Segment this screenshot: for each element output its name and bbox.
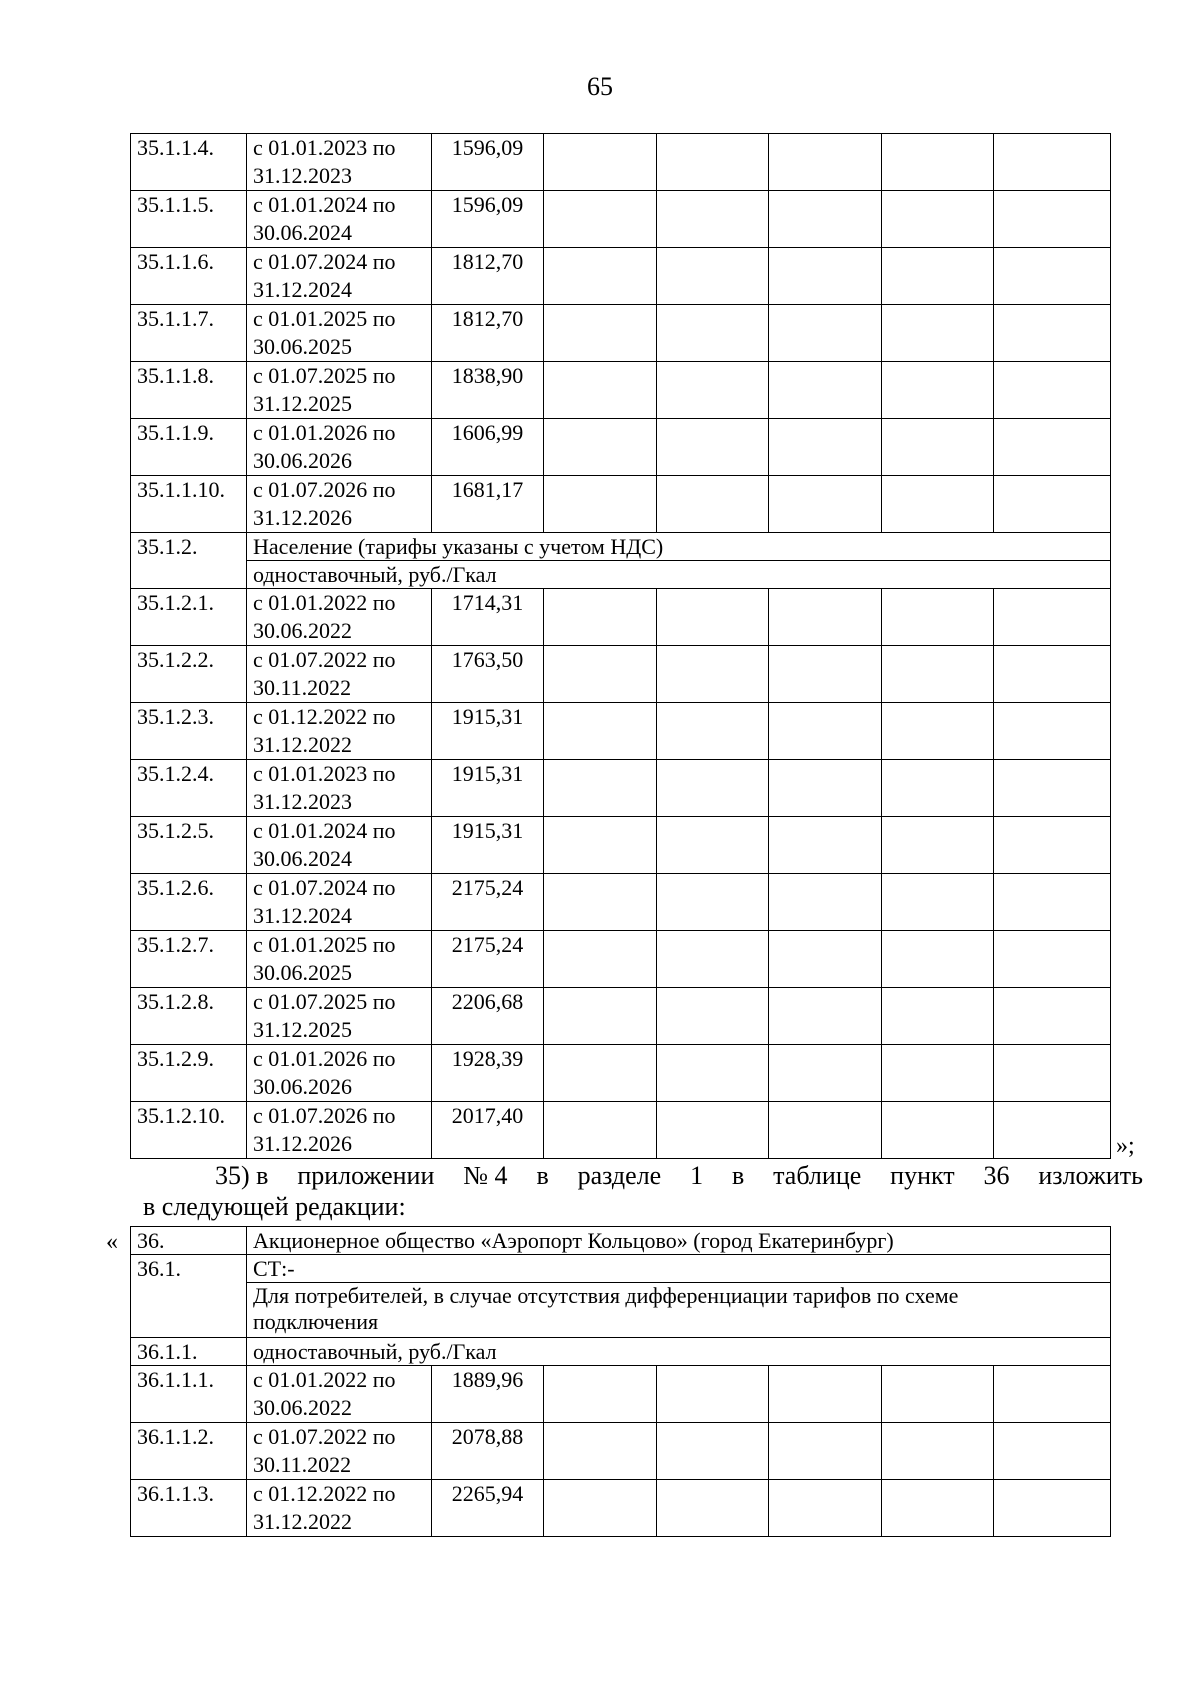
empty-cell	[994, 988, 1111, 1045]
period-start: с 01.01.2026 по	[253, 420, 396, 445]
paragraph-word: разделе	[577, 1161, 662, 1190]
empty-cell	[769, 1480, 882, 1537]
empty-cell	[544, 248, 657, 305]
row-tariff-value: 1915,31	[432, 817, 544, 874]
row-period	[247, 362, 432, 419]
table-row	[131, 419, 1111, 476]
empty-cell	[769, 1423, 882, 1480]
empty-cell	[769, 1366, 882, 1423]
empty-cell	[544, 1480, 657, 1537]
section-subtitle-row	[131, 561, 1111, 589]
table-row	[131, 1045, 1111, 1102]
empty-cell	[544, 305, 657, 362]
row-period	[247, 703, 432, 760]
empty-cell	[657, 248, 769, 305]
period-end: 30.06.2025	[253, 334, 352, 359]
empty-cell	[544, 931, 657, 988]
table-row	[131, 760, 1111, 817]
period-start: с 01.07.2022 по	[253, 1424, 396, 1449]
empty-cell	[657, 305, 769, 362]
empty-cell	[657, 817, 769, 874]
empty-cell	[882, 1423, 994, 1480]
empty-cell	[882, 988, 994, 1045]
empty-cell	[882, 362, 994, 419]
row-number: 35.1.2.7.	[131, 931, 247, 988]
row-tariff-value: 2078,88	[432, 1423, 544, 1480]
table-row	[131, 134, 1111, 191]
row-period	[247, 988, 432, 1045]
table-row	[131, 988, 1111, 1045]
row-number: 35.1.1.8.	[131, 362, 247, 419]
empty-cell	[769, 305, 882, 362]
sub-desc-row	[131, 1283, 1111, 1338]
empty-cell	[994, 476, 1111, 533]
paragraph-word: таблице	[773, 1161, 862, 1190]
tariff-title: одноставочный, руб./Гкал	[247, 1338, 1111, 1366]
row-number: 35.1.2.6.	[131, 874, 247, 931]
empty-cell	[657, 134, 769, 191]
empty-cell	[769, 362, 882, 419]
empty-cell	[882, 1045, 994, 1102]
empty-cell	[994, 703, 1111, 760]
row-number: 35.1.2.1.	[131, 589, 247, 646]
empty-cell	[657, 931, 769, 988]
empty-cell	[994, 1045, 1111, 1102]
empty-cell	[994, 1102, 1111, 1159]
row-number: 35.1.1.6.	[131, 248, 247, 305]
section-subtitle: одноставочный, руб./Гкал	[247, 561, 1111, 589]
section-row	[131, 533, 1111, 561]
period-start: с 01.01.2024 по	[253, 818, 396, 843]
period-end: 31.12.2022	[253, 1509, 352, 1534]
empty-cell	[769, 248, 882, 305]
period-start: с 01.07.2026 по	[253, 1103, 396, 1128]
empty-cell	[544, 817, 657, 874]
row-period	[247, 476, 432, 533]
empty-cell	[544, 1045, 657, 1102]
empty-cell	[544, 1423, 657, 1480]
row-tariff-value: 1681,17	[432, 476, 544, 533]
empty-cell	[544, 419, 657, 476]
empty-cell	[657, 760, 769, 817]
empty-cell	[769, 191, 882, 248]
table-row	[131, 362, 1111, 419]
empty-cell	[882, 191, 994, 248]
empty-cell	[544, 646, 657, 703]
row-number: 35.1.2.3.	[131, 703, 247, 760]
row-tariff-value: 2175,24	[432, 931, 544, 988]
empty-cell	[882, 1480, 994, 1537]
period-start: с 01.07.2025 по	[253, 363, 396, 388]
period-start: с 01.01.2025 по	[253, 306, 396, 331]
row-number: 36.1.1.1.	[131, 1366, 247, 1423]
row-period	[247, 1366, 432, 1423]
table-row	[131, 874, 1111, 931]
period-end: 30.06.2024	[253, 220, 352, 245]
row-number: 35.1.1.9.	[131, 419, 247, 476]
row-period	[247, 305, 432, 362]
period-start: с 01.01.2023 по	[253, 135, 396, 160]
row-tariff-value: 1596,09	[432, 134, 544, 191]
table-row	[131, 476, 1111, 533]
row-number: 35.1.1.4.	[131, 134, 247, 191]
tariff-table-35	[130, 133, 1111, 1159]
empty-cell	[994, 760, 1111, 817]
empty-cell	[994, 134, 1111, 191]
row-number: 35.1.2.2.	[131, 646, 247, 703]
period-end: 30.06.2024	[253, 846, 352, 871]
row-period	[247, 419, 432, 476]
sub-row	[131, 1255, 1111, 1283]
empty-cell	[657, 362, 769, 419]
empty-cell	[657, 589, 769, 646]
empty-cell	[769, 817, 882, 874]
row-number: 35.1.1.10.	[131, 476, 247, 533]
empty-cell	[882, 1366, 994, 1423]
period-start: с 01.07.2024 по	[253, 249, 396, 274]
paragraph-word: 36	[983, 1161, 1010, 1190]
empty-cell	[544, 476, 657, 533]
empty-cell	[994, 1423, 1111, 1480]
empty-cell	[544, 134, 657, 191]
empty-cell	[882, 931, 994, 988]
row-period	[247, 1423, 432, 1480]
row-period	[247, 1480, 432, 1537]
empty-cell	[657, 1102, 769, 1159]
period-start: с 01.12.2022 по	[253, 1481, 396, 1506]
row-tariff-value: 1714,31	[432, 589, 544, 646]
period-start: с 01.01.2024 по	[253, 192, 396, 217]
table-row	[131, 817, 1111, 874]
empty-cell	[882, 874, 994, 931]
row-number: 35.1.1.5.	[131, 191, 247, 248]
empty-cell	[882, 134, 994, 191]
empty-cell	[769, 931, 882, 988]
row-tariff-value: 1889,96	[432, 1366, 544, 1423]
org-name: Акционерное общество «Аэропорт Кольцово» (город Екатеринбург)	[247, 1227, 1111, 1255]
paragraph-word: 1	[690, 1161, 704, 1190]
empty-cell	[882, 476, 994, 533]
empty-cell	[994, 931, 1111, 988]
table-row	[131, 248, 1111, 305]
empty-cell	[994, 817, 1111, 874]
row-tariff-value: 1763,50	[432, 646, 544, 703]
paragraph-line-1	[143, 1160, 1143, 1191]
row-tariff-value: 1606,99	[432, 419, 544, 476]
row-period	[247, 589, 432, 646]
table-row	[131, 646, 1111, 703]
period-end: 30.06.2026	[253, 448, 352, 473]
row-tariff-value: 2017,40	[432, 1102, 544, 1159]
empty-cell	[769, 476, 882, 533]
empty-cell	[544, 362, 657, 419]
period-start: с 01.01.2026 по	[253, 1046, 396, 1071]
empty-cell	[657, 476, 769, 533]
empty-cell	[994, 874, 1111, 931]
paragraph-word: пункт	[890, 1161, 955, 1190]
page-number: 65	[587, 72, 613, 101]
period-end: 30.11.2022	[253, 675, 352, 700]
period-start: с 01.07.2022 по	[253, 647, 396, 672]
empty-cell	[882, 419, 994, 476]
row-tariff-value: 2265,94	[432, 1480, 544, 1537]
paragraph-line-2: в следующей редакции:	[143, 1192, 406, 1221]
period-start: с 01.07.2025 по	[253, 989, 396, 1014]
row-period	[247, 1045, 432, 1102]
period-start: с 01.12.2022 по	[253, 704, 396, 729]
empty-cell	[994, 646, 1111, 703]
period-start: с 01.07.2026 по	[253, 477, 396, 502]
empty-cell	[769, 134, 882, 191]
period-end: 31.12.2026	[253, 505, 352, 530]
table-row	[131, 1366, 1111, 1423]
row-period	[247, 134, 432, 191]
row-tariff-value: 1915,31	[432, 760, 544, 817]
period-start: с 01.07.2024 по	[253, 875, 396, 900]
period-start: с 01.01.2022 по	[253, 1367, 396, 1392]
empty-cell	[882, 305, 994, 362]
org-number: 36.	[131, 1227, 247, 1255]
table-row	[131, 191, 1111, 248]
empty-cell	[544, 1366, 657, 1423]
empty-cell	[544, 1102, 657, 1159]
row-number: 35.1.2.10.	[131, 1102, 247, 1159]
row-period	[247, 760, 432, 817]
row-number: 35.1.2.4.	[131, 760, 247, 817]
empty-cell	[882, 646, 994, 703]
empty-cell	[769, 988, 882, 1045]
row-period	[247, 874, 432, 931]
empty-cell	[544, 191, 657, 248]
empty-cell	[544, 703, 657, 760]
empty-cell	[769, 419, 882, 476]
empty-cell	[994, 362, 1111, 419]
empty-cell	[769, 760, 882, 817]
table-row	[131, 1480, 1111, 1537]
empty-cell	[994, 191, 1111, 248]
row-number: 36.1.1.2.	[131, 1423, 247, 1480]
paragraph-word: в	[731, 1161, 745, 1190]
table-row	[131, 1423, 1111, 1480]
empty-cell	[769, 703, 882, 760]
row-number: 35.1.2.9.	[131, 1045, 247, 1102]
period-end: 30.06.2022	[253, 618, 352, 643]
row-number: 36.1.1.3.	[131, 1480, 247, 1537]
empty-cell	[994, 248, 1111, 305]
empty-cell	[544, 874, 657, 931]
empty-cell	[882, 248, 994, 305]
table-row	[131, 931, 1111, 988]
period-end: 31.12.2022	[253, 732, 352, 757]
tariff-row	[131, 1338, 1111, 1366]
period-start: с 01.01.2022 по	[253, 590, 396, 615]
paragraph-word: № 4	[463, 1161, 508, 1190]
empty-cell	[657, 1423, 769, 1480]
period-start: с 01.01.2023 по	[253, 761, 396, 786]
row-period	[247, 1102, 432, 1159]
empty-cell	[544, 760, 657, 817]
empty-cell	[657, 646, 769, 703]
empty-cell	[994, 1480, 1111, 1537]
period-end: 31.12.2023	[253, 789, 352, 814]
period-end: 30.06.2026	[253, 1074, 352, 1099]
empty-cell	[657, 1366, 769, 1423]
sub-number: 36.1.	[131, 1255, 247, 1338]
row-period	[247, 191, 432, 248]
paragraph-word: приложении	[297, 1161, 435, 1190]
org-row	[131, 1227, 1111, 1255]
empty-cell	[882, 817, 994, 874]
row-tariff-value: 1812,70	[432, 248, 544, 305]
period-end: 31.12.2024	[253, 277, 352, 302]
empty-cell	[544, 988, 657, 1045]
row-period	[247, 817, 432, 874]
empty-cell	[994, 1366, 1111, 1423]
row-tariff-value: 1838,90	[432, 362, 544, 419]
section-title: Население (тарифы указаны с учетом НДС)	[247, 533, 1111, 561]
empty-cell	[769, 1102, 882, 1159]
empty-cell	[994, 305, 1111, 362]
row-period	[247, 248, 432, 305]
period-end: 30.06.2022	[253, 1395, 352, 1420]
amendment-paragraph	[143, 1160, 1143, 1222]
empty-cell	[657, 988, 769, 1045]
table-row	[131, 1102, 1111, 1159]
empty-cell	[882, 703, 994, 760]
empty-cell	[657, 419, 769, 476]
period-start: с 01.01.2025 по	[253, 932, 396, 957]
empty-cell	[882, 1102, 994, 1159]
empty-cell	[544, 589, 657, 646]
row-tariff-value: 1928,39	[432, 1045, 544, 1102]
empty-cell	[994, 589, 1111, 646]
section-number: 35.1.2.	[131, 533, 247, 589]
tariff-table-36	[130, 1226, 1111, 1537]
period-end: 30.11.2022	[253, 1452, 352, 1477]
paragraph-word: в	[536, 1161, 549, 1190]
empty-cell	[882, 589, 994, 646]
closing-quote-mark: »;	[1116, 1133, 1135, 1159]
opening-quote-mark: «	[106, 1229, 118, 1255]
row-period	[247, 646, 432, 703]
row-period	[247, 931, 432, 988]
empty-cell	[882, 760, 994, 817]
paragraph-word: 35) в	[215, 1161, 269, 1190]
row-number: 35.1.2.8.	[131, 988, 247, 1045]
period-end: 31.12.2026	[253, 1131, 352, 1156]
table-row	[131, 589, 1111, 646]
empty-cell	[657, 1045, 769, 1102]
row-number: 35.1.2.5.	[131, 817, 247, 874]
empty-cell	[657, 703, 769, 760]
row-tariff-value: 2206,68	[432, 988, 544, 1045]
empty-cell	[657, 191, 769, 248]
empty-cell	[657, 874, 769, 931]
table-row	[131, 305, 1111, 362]
empty-cell	[994, 419, 1111, 476]
empty-cell	[769, 1045, 882, 1102]
row-tariff-value: 1915,31	[432, 703, 544, 760]
empty-cell	[769, 874, 882, 931]
period-end: 31.12.2025	[253, 1017, 352, 1042]
paragraph-word: изложить	[1038, 1161, 1143, 1190]
empty-cell	[769, 589, 882, 646]
row-number: 35.1.1.7.	[131, 305, 247, 362]
row-tariff-value: 2175,24	[432, 874, 544, 931]
empty-cell	[769, 646, 882, 703]
row-tariff-value: 1596,09	[432, 191, 544, 248]
period-end: 31.12.2025	[253, 391, 352, 416]
period-end: 31.12.2023	[253, 163, 352, 188]
table-row	[131, 703, 1111, 760]
empty-cell	[657, 1480, 769, 1537]
period-end: 30.06.2025	[253, 960, 352, 985]
tariff-number: 36.1.1.	[131, 1338, 247, 1366]
row-tariff-value: 1812,70	[432, 305, 544, 362]
sub-description: Для потребителей, в случае отсутствия дифференциации тарифов по схеме подключения	[247, 1283, 1111, 1338]
period-end: 31.12.2024	[253, 903, 352, 928]
sub-title: СТ:-	[247, 1255, 1111, 1283]
